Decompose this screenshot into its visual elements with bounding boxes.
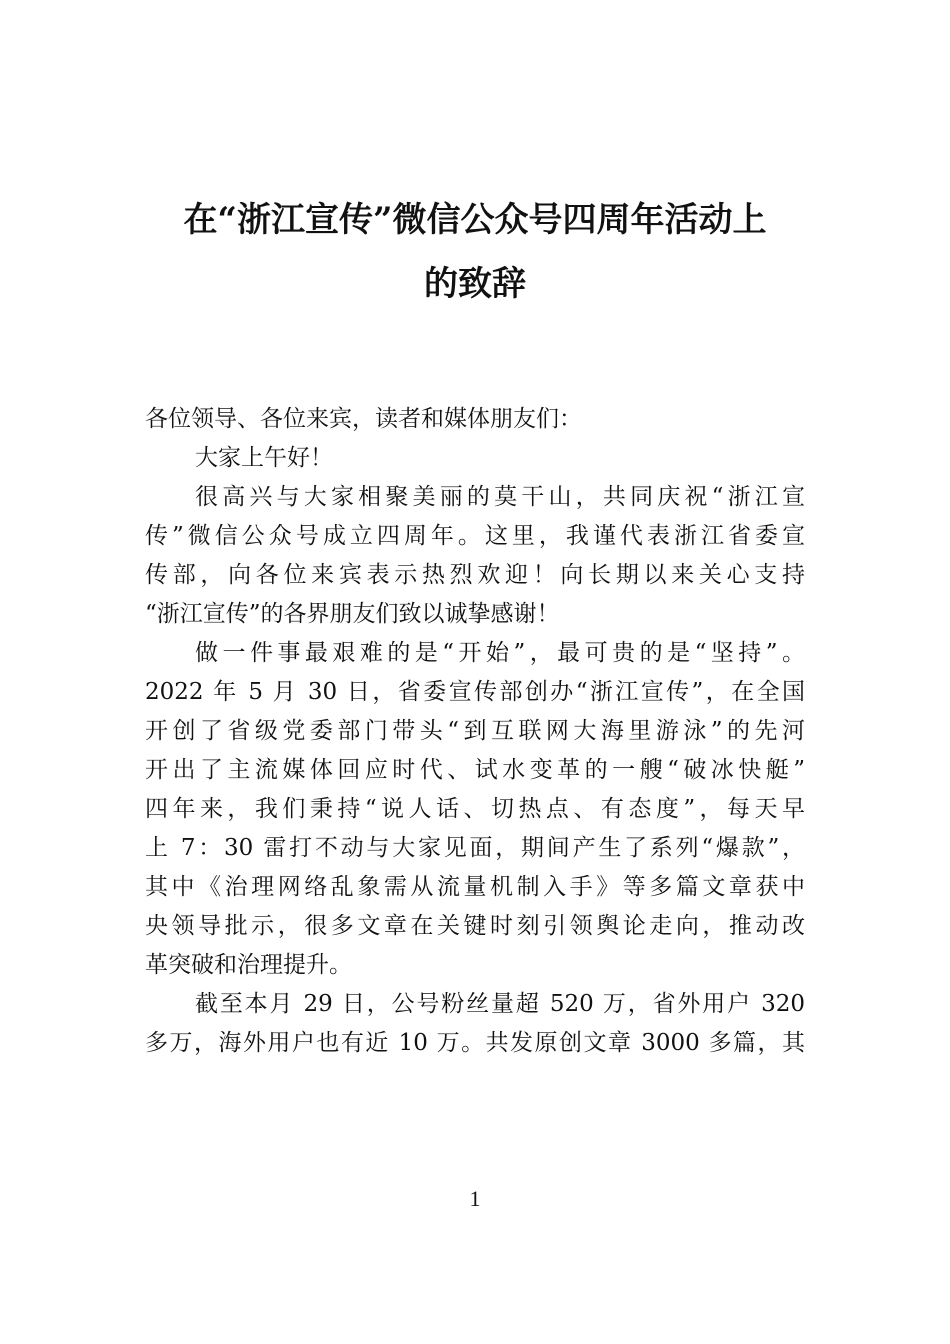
- document-title: [145, 188, 805, 316]
- text-line: 很高兴与大家相聚美丽的莫干山，共同庆祝“浙江宣: [195, 484, 805, 510]
- paragraph: [145, 634, 805, 985]
- text-line: 大家上午好！: [195, 445, 333, 471]
- paragraph-greeting: [145, 439, 805, 478]
- text-line: “浙江宣传”的各界朋友们致以诚挚感谢！: [145, 601, 560, 627]
- paragraph-salutation: [145, 400, 805, 439]
- text-line: 2022 年 5 月 30 日，省委宣传部创办“浙江宣传”，在全国: [145, 679, 805, 705]
- text-line: 截至本月 29 日，公号粉丝量超 520 万，省外用户 320: [195, 991, 805, 1017]
- text-line: 上 7：30 雷打不动与大家见面，期间产生了系列“爆款”，: [145, 835, 805, 861]
- text-line: 各位领导、各位来宾，读者和媒体朋友们：: [145, 406, 582, 432]
- text-line: 四年来，我们秉持“说人话、切热点、有态度”，每天早: [145, 796, 805, 822]
- text-line: 做一件事最艰难的是“开始”，最可贵的是“坚持”。: [195, 640, 805, 666]
- paragraph: [145, 478, 805, 634]
- page-number: 1: [469, 1186, 481, 1211]
- text-line: 传”微信公众号成立四周年。这里，我谨代表浙江省委宣: [145, 523, 805, 549]
- text-line: 多万，海外用户也有近 10 万。共发原创文章 3000 多篇，其: [145, 1030, 805, 1056]
- text-line: 开创了省级党委部门带头“到互联网大海里游泳”的先河: [145, 718, 805, 744]
- text-line: 开出了主流媒体回应时代、试水变革的一艘“破冰快艇”: [145, 757, 805, 783]
- text-line: 央领导批示，很多文章在关键时刻引领舆论走向，推动改: [145, 913, 805, 939]
- text-line: 革突破和治理提升。: [145, 952, 352, 978]
- paragraph: [145, 985, 805, 1063]
- text-line: 传部，向各位来宾表示热烈欢迎！向长期以来关心支持: [145, 562, 805, 588]
- title-line: 在“浙江宣传”微信公众号四周年活动上: [183, 200, 767, 240]
- title-line: 的致辞: [424, 264, 526, 304]
- document-body: [145, 400, 805, 1063]
- text-line: 其中《治理网络乱象需从流量机制入手》等多篇文章获中: [145, 874, 805, 900]
